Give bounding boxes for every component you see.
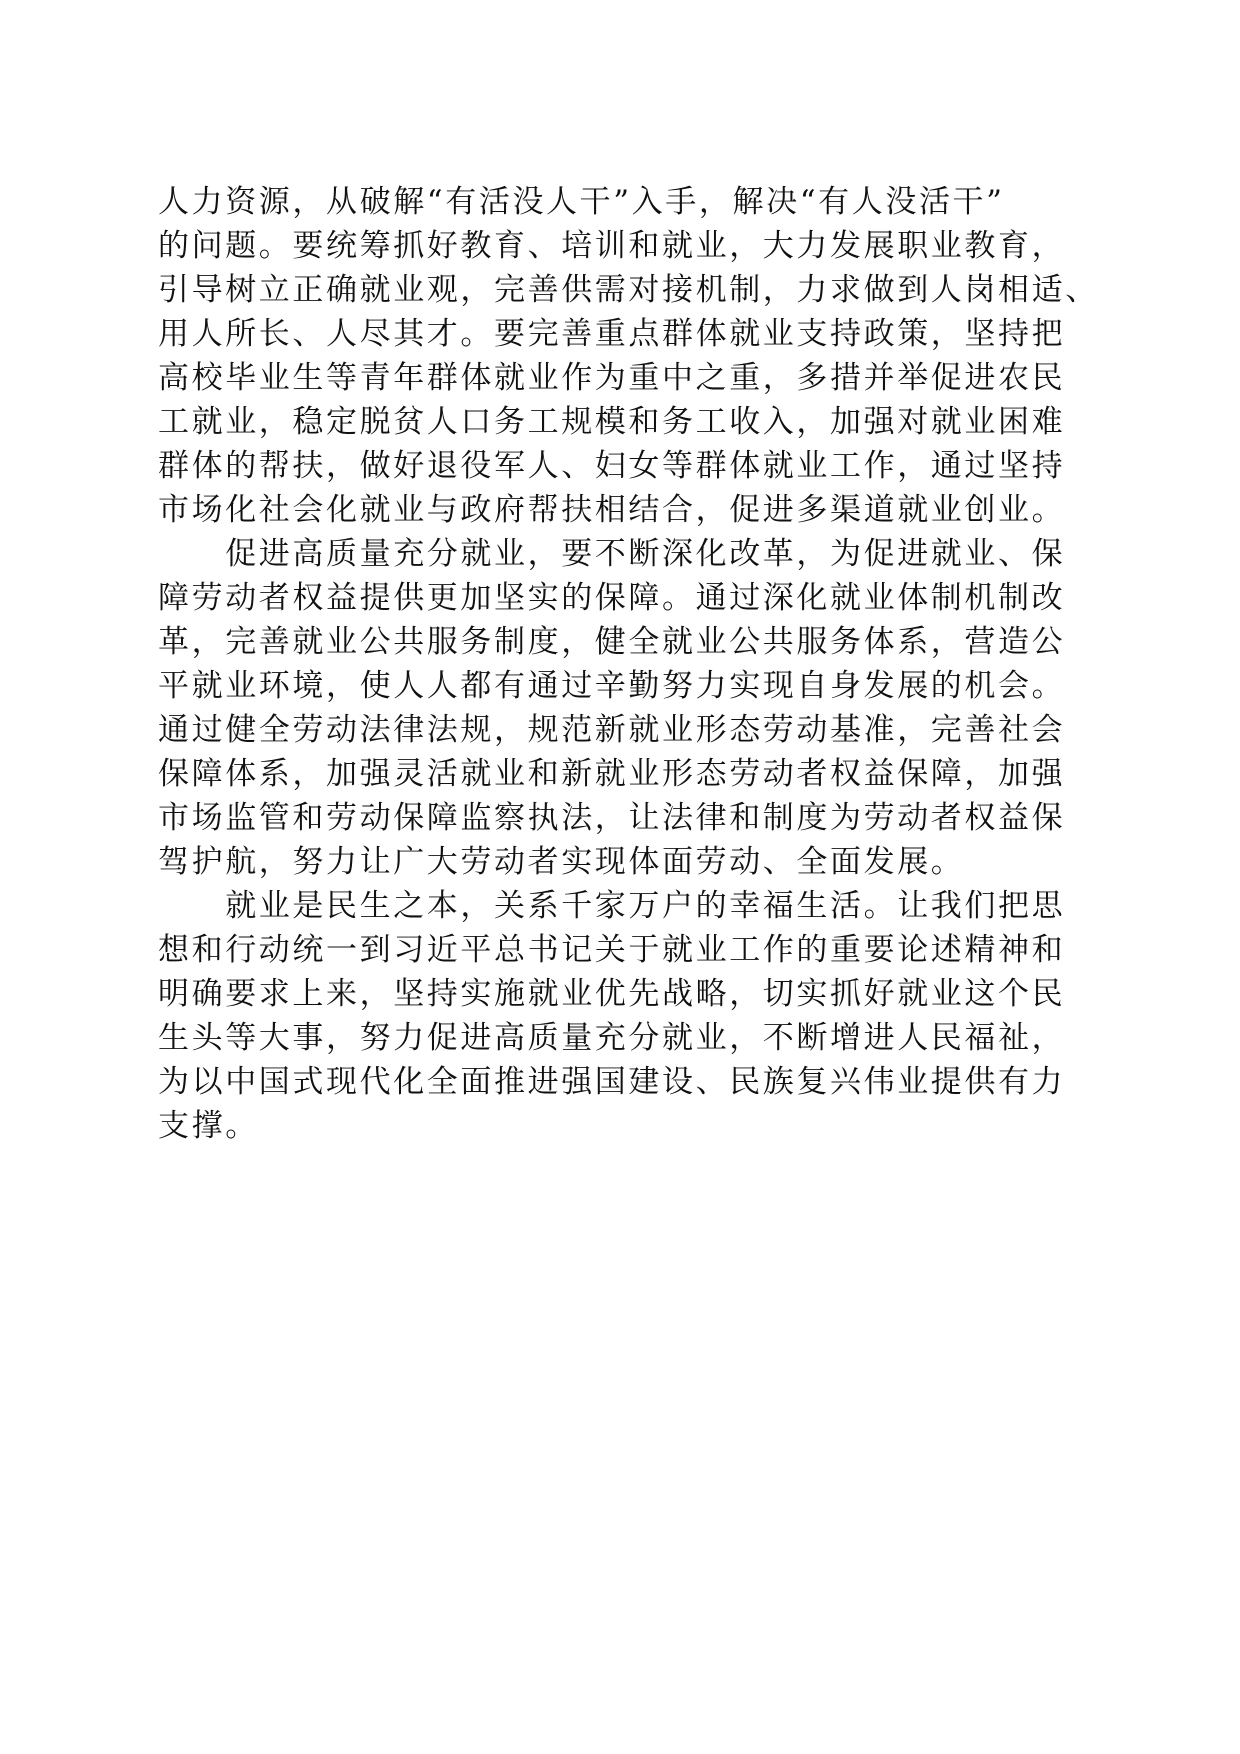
text-line: 人力资源，从破解“有活没人干”入手，解决“有人没活干” [158,184,1005,220]
text-line: 支撑。 [158,1108,259,1144]
article-body [158,180,1098,1148]
text-line: 引导树立正确就业观，完善供需对接机制，力求做到人岗相适、 [158,272,1099,308]
text-line: 促进高质量充分就业，要不断深化改革，为促进就业、保 [158,536,1066,572]
text-line: 用人所长、人尽其才。要完善重点群体就业支持政策，坚持把 [158,316,1066,352]
text-line: 群体的帮扶，做好退役军人、妇女等群体就业工作，通过坚持 [158,448,1066,484]
text-line: 的问题。要统筹抓好教育、培训和就业，大力发展职业教育， [158,228,1066,264]
text-line: 革，完善就业公共服务制度，健全就业公共服务体系，营造公 [158,624,1066,660]
text-line: 高校毕业生等青年群体就业作为重中之重，多措并举促进农民 [158,360,1066,396]
text-line: 生头等大事，努力促进高质量充分就业，不断增进人民福祉， [158,1020,1066,1056]
text-line: 就业是民生之本，关系千家万户的幸福生活。让我们把思 [158,888,1066,924]
text-line: 平就业环境，使人人都有通过辛勤努力实现自身发展的机会。 [158,668,1066,704]
text-line: 为以中国式现代化全面推进强国建设、民族复兴伟业提供有力 [158,1064,1066,1100]
text-line: 市场化社会化就业与政府帮扶相结合，促进多渠道就业创业。 [158,492,1066,528]
text-line: 通过健全劳动法律法规，规范新就业形态劳动基准，完善社会 [158,712,1066,748]
text-line: 想和行动统一到习近平总书记关于就业工作的重要论述精神和 [158,932,1066,968]
text-line: 驾护航，努力让广大劳动者实现体面劳动、全面发展。 [158,844,965,880]
text-line: 障劳动者权益提供更加坚实的保障。通过深化就业体制机制改 [158,580,1066,616]
text-line: 明确要求上来，坚持实施就业优先战略，切实抓好就业这个民 [158,976,1066,1012]
text-line: 市场监管和劳动保障监察执法，让法律和制度为劳动者权益保 [158,800,1066,836]
text-line: 工就业，稳定脱贫人口务工规模和务工收入，加强对就业困难 [158,404,1066,440]
text-line: 保障体系，加强灵活就业和新就业形态劳动者权益保障，加强 [158,756,1066,792]
